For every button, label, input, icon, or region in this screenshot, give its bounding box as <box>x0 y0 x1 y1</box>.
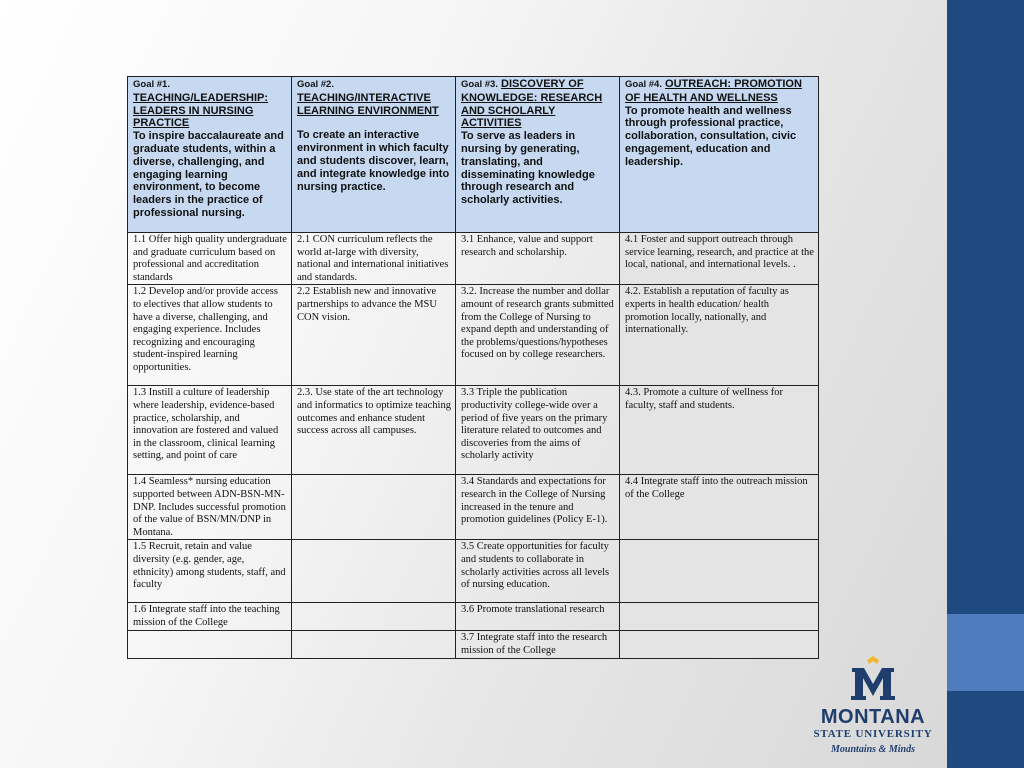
goal-3-title: DISCOVERY OF KNOWLEDGE: RESEARCH AND SCHOLARLY ACTIVITIES <box>461 78 603 130</box>
goal-1-description: To inspire baccalaureate and graduate students, within a diverse, challenging, and engaging learning environment, to become leaders in the practice of professional nursing. <box>133 130 284 219</box>
montana-m-icon <box>848 656 898 704</box>
table-row <box>128 285 819 386</box>
table-row <box>128 233 819 285</box>
table-row <box>128 475 819 540</box>
goal-3-number: Goal #3. <box>461 79 498 90</box>
logo-tagline: Mountains & Minds <box>831 744 915 755</box>
table-cell: 4.3. Promote a culture of wellness for faculty, staff and students. <box>620 386 819 475</box>
table-cell: 1.1 Offer high quality undergraduate and graduate curriculum based on professional and accreditation standards <box>128 233 292 285</box>
table-row <box>128 631 819 659</box>
msu-logo <box>812 656 934 758</box>
table-cell <box>292 631 456 659</box>
goal-4-number: Goal #4. <box>625 79 662 90</box>
table-cell: 3.1 Enhance, value and support research and scholarship. <box>456 233 620 285</box>
table-cell: 4.4 Integrate staff into the outreach mission of the College <box>620 475 819 540</box>
table-cell <box>620 631 819 659</box>
goal-4-description: To promote health and wellness through professional practice, collaboration, consultation, civic engagement, education and leadership. <box>625 104 797 168</box>
goal-2-header <box>292 77 456 233</box>
table-cell: 4.1 Foster and support outreach through service learning, research, and practice at the local, national, and international levels. . <box>620 233 819 285</box>
table-row <box>128 603 819 631</box>
table-cell: 3.2. Increase the number and dollar amount of research grants submitted from the College of Nursing to expand depth and understanding of the problems/questions/hypotheses focused on by college researchers. <box>456 285 620 386</box>
table-cell: 2.3. Use state of the art technology and informatics to optimize teaching outcomes and enhance student success across all campuses. <box>292 386 456 475</box>
table-cell: 1.4 Seamless* nursing education supported between ADN-BSN-MN-DNP. Includes successful promotion of the value of BSN/MN/DNP in Montana. <box>128 475 292 540</box>
table-cell <box>292 475 456 540</box>
table-cell: 3.6 Promote translational research <box>456 603 620 631</box>
table-cell <box>128 631 292 659</box>
table-cell: 1.2 Develop and/or provide access to electives that allow students to have a diverse, challenging, and engaging experience. Includes recognizing and encouraging student-inspired learning opportunities. <box>128 285 292 386</box>
right-accent-block <box>947 614 1024 691</box>
goal-2-description: To create an interactive environment in which faculty and students discover, learn, and integrate knowledge into nursing practice. <box>297 129 450 193</box>
table-cell: 2.2 Establish new and innovative partnerships to advance the MSU CON vision. <box>292 285 456 386</box>
logo-subtitle: STATE UNIVERSITY <box>813 728 933 740</box>
table-row <box>128 386 819 475</box>
table-cell: 2.1 CON curriculum reflects the world at-large with diversity, national and international initiatives and standards. <box>292 233 456 285</box>
table-cell: 3.7 Integrate staff into the research mission of the College <box>456 631 620 659</box>
table-cell <box>620 540 819 603</box>
logo-wordmark: MONTANA <box>820 706 926 728</box>
goal-3-header <box>456 77 620 233</box>
table-cell: 1.5 Recruit, retain and value diversity (e.g. gender, age, ethnicity) among students, staff, and faculty <box>128 540 292 603</box>
table-row <box>128 540 819 603</box>
strategic-goals-table <box>127 76 819 659</box>
table-cell: 3.5 Create opportunities for faculty and students to collaborate in scholarly activities across all levels of nursing education. <box>456 540 620 603</box>
table-cell <box>292 603 456 631</box>
goal-3-description: To serve as leaders in nursing by generating, translating, and disseminating knowledge through research and scholarly activities. <box>461 130 595 207</box>
goal-2-title: TEACHING/INTERACTIVE LEARNING ENVIRONMENT <box>297 91 439 117</box>
goals-header-row <box>128 77 819 233</box>
goal-1-header <box>128 77 292 233</box>
goal-4-title: OUTREACH: PROMOTION OF HEALTH AND WELLNESS <box>625 78 802 104</box>
table-cell <box>292 540 456 603</box>
table-cell: 4.2. Establish a reputation of faculty as experts in health education/ health promotion locally, nationally, and internationally. <box>620 285 819 386</box>
goal-1-number: Goal #1. <box>133 79 170 90</box>
goal-4-header <box>620 77 819 233</box>
goal-2-number: Goal #2. <box>297 79 334 90</box>
table-cell: 3.4 Standards and expectations for research in the College of Nursing increased in the tenure and promotion guidelines (Policy E-1). <box>456 475 620 540</box>
table-cell: 3.3 Triple the publication productivity college-wide over a period of five years on the primary literature related to outcomes and discoveries from the aims of scholarly activity <box>456 386 620 475</box>
goal-1-title: TEACHING/LEADERSHIP: LEADERS IN NURSING PRACTICE <box>133 91 269 130</box>
table-cell <box>620 603 819 631</box>
table-cell: 1.3 Instill a culture of leadership where leadership, evidence-based practice, scholarship, and innovation are fostered and valued in the classroom, clinical learning setting, and point of care <box>128 386 292 475</box>
table-cell: 1.6 Integrate staff into the teaching mission of the College <box>128 603 292 631</box>
